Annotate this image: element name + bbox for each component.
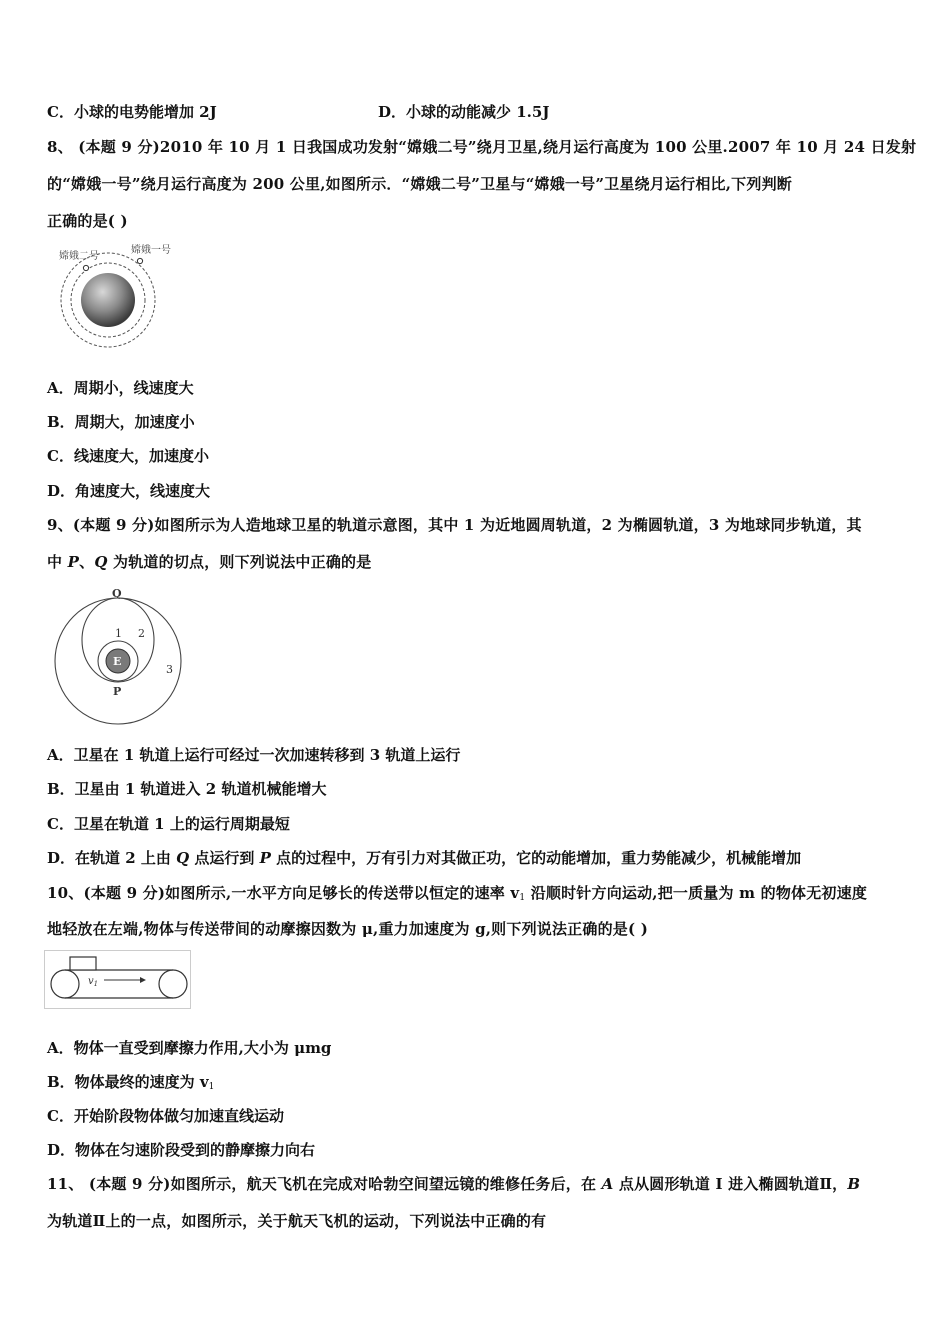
q9-label-e: E (113, 655, 122, 668)
q11-point-b: B (847, 1175, 861, 1193)
q9-label-1: 1 (115, 627, 122, 640)
q9-label-q: Q (112, 587, 122, 600)
q10-stem-text: 10、(本题 9 分)如图所示,一水平方向足够长的传送带以恒定的速率 v (47, 884, 520, 902)
q10-option-b-text: B．物体最终的速度为 v (47, 1073, 209, 1091)
q9-option-d-text-mid: 点运行到 (189, 849, 260, 867)
q10-stem-line2: 地轻放在左端,物体与传送带间的动摩擦因数为 μ,重力加速度为 g,则下列说法正确的是( ) (47, 920, 648, 938)
q10-left-roller (51, 970, 79, 998)
q11-stem-text-mid: 点从圆形轨道 I 进入椭圆轨道Ⅱ， (613, 1175, 848, 1193)
q10-arrow-head (140, 977, 146, 983)
q9-label-3: 3 (166, 663, 173, 676)
q10-stem-line1 (47, 883, 907, 908)
q9-point-q: Q (94, 553, 108, 571)
q10-conveyor-figure (44, 950, 192, 1010)
q9-stem-line2 (47, 552, 907, 572)
q10-label-v-sub: 1 (93, 980, 99, 988)
q9-point-p: P (67, 553, 80, 571)
q8-orbit-figure (52, 240, 171, 352)
q9-option-d-text-end: 点的过程中，万有引力对其做正功，它的动能增加，重力势能减少，机械能增加 (270, 849, 802, 867)
q10-right-roller (159, 970, 187, 998)
q9-label-p: P (113, 685, 122, 698)
q9-label-2: 2 (138, 627, 145, 640)
q10-block (70, 957, 96, 970)
q7-option-c: C．小球的电势能增加 2J (47, 103, 217, 121)
q7-option-d: D．小球的动能减少 1.5J (378, 103, 550, 121)
q8-stem-line1: 8、 (本题 9 分)2010 年 10 月 1 日我国成功发射“嫦娥二号”绕月卫星,绕月运行高度为 100 公里.2007 年 10 月 24 日发射 (47, 138, 917, 156)
q10-stem-text-end: 沿顺时针方向运动,把一质量为 m 的物体无初速度 (525, 884, 868, 902)
q10-option-d: D．物体在匀速阶段受到的静摩擦力向右 (47, 1141, 316, 1159)
q9-option-d-q: Q (176, 849, 190, 867)
q10-option-b (47, 1072, 907, 1097)
q8-label-chang-e-1: 嫦娥一号 (131, 245, 171, 256)
q10-label-v1 (88, 976, 98, 988)
q9-option-d-text: D．在轨道 2 上由 (47, 849, 177, 867)
q8-option-a: A．周期小，线速度大 (47, 379, 194, 397)
q8-option-d: D．角速度大，线速度大 (47, 482, 211, 500)
q8-satellite-2 (83, 265, 88, 270)
q10-option-c: C．开始阶段物体做匀加速直线运动 (47, 1107, 284, 1125)
q8-option-c: C．线速度大，加速度小 (47, 447, 209, 465)
q8-option-b: B．周期大，加速度小 (47, 413, 195, 431)
q9-orbit-figure (50, 583, 185, 728)
q8-stem-line3: 正确的是( ) (47, 212, 128, 230)
q9-option-c: C．卫星在轨道 1 上的运行周期最短 (47, 815, 290, 833)
q10-option-b-subscript: 1 (208, 1082, 215, 1092)
q9-option-b: B．卫星由 1 轨道进入 2 轨道机械能增大 (47, 780, 327, 798)
q9-stem-separator: 、 (79, 553, 95, 571)
q11-stem-text: 11、 (本题 9 分)如图所示，航天飞机在完成对哈勃空间望远镜的维修任务后，在 (47, 1175, 602, 1193)
q8-stem-line2: 的“嫦娥一号”绕月运行高度为 200 公里,如图所示．“嫦娥二号”卫星与“嫦娥一号”卫星绕月运行相比,下列判断 (47, 175, 792, 193)
q10-option-a: A．物体一直受到摩擦力作用,大小为 μmg (47, 1039, 332, 1057)
q8-moon (81, 273, 135, 327)
q9-stem-line1: 9、(本题 9 分)如图所示为人造地球卫星的轨道示意图，其中 1 为近地圆周轨道，2 为椭圆轨道，3 为地球同步轨道，其 (47, 516, 862, 534)
q9-stem-text-end: 为轨道的切点，则下列说法中正确的是 (107, 553, 372, 571)
q10-stem-subscript: 1 (519, 893, 526, 903)
q8-label-chang-e-2: 嫦娥二号 (59, 251, 99, 262)
q11-point-a: A (601, 1175, 614, 1193)
q9-option-d (47, 848, 907, 868)
q7-option-row (47, 102, 907, 122)
q9-option-d-p: P (259, 849, 271, 867)
q11-stem-line2: 为轨道Ⅱ上的一点，如图所示，关于航天飞机的运动，下列说法中正确的有 (47, 1212, 547, 1230)
q8-satellite-1 (137, 258, 142, 263)
q11-stem-line1 (47, 1174, 907, 1194)
q10-label-v: v (88, 976, 94, 987)
q9-stem-text: 中 (47, 553, 68, 571)
q9-option-a: A．卫星在 1 轨道上运行可经过一次加速转移到 3 轨道上运行 (47, 746, 461, 764)
